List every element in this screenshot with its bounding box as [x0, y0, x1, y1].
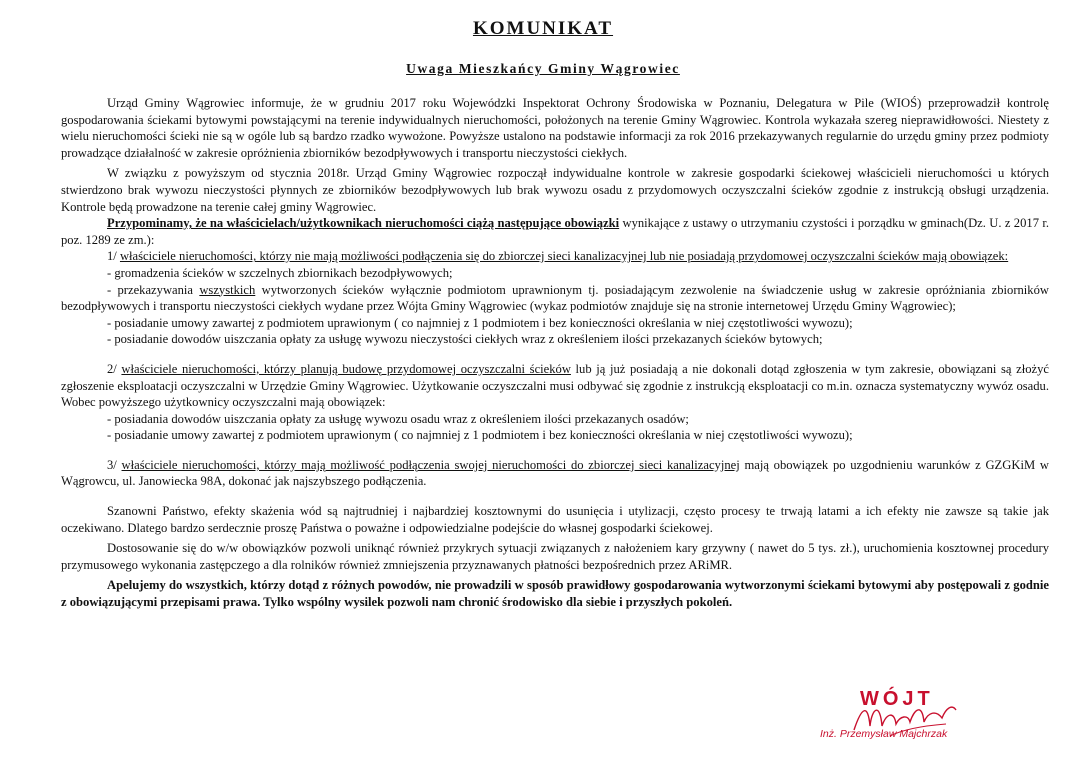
reminder-lead: Przypominamy, że na właścicielach/użytkownikach nieruchomości ciążą następujące obowiązki	[107, 216, 620, 231]
section-2-rest: lub ją już posiadają a nie dokonali dotąd zgłoszenia w tym zakresie, obowiązani są złożyć zgłoszenie eksploatacji oczyszczalni w Urzędzie Gminy Wągrowiec. Użytkowanie oczyszczalni musi odbywać się zgodnie z instrukcją eksploatacji co m.in. oznacza systematyczny wywóz osadu. Wobec powyższego użytkownicy oczyszczalni mają obowiązek:	[61, 361, 1049, 410]
section-1-item: - gromadzenia ścieków w szczelnych zbiornikach bezodpływowych;	[107, 265, 453, 280]
section-1-number: 1/	[107, 249, 117, 264]
section-2-item: - posiadania dowodów uiszczania opłaty za usługę wywozu osadu wraz z określeniem ilości przekazanych osadów;	[107, 411, 689, 426]
section-3-rest: mają obowiązek po uzgodnieniu warunków z GZGKiM w Wągrowcu, ul. Janowiecka 98A, dokonać jak najszybszego podłączenia.	[61, 457, 1049, 489]
reminder-paragraph	[61, 215, 1049, 248]
intro-paragraph-2: W związku z powyższym od stycznia 2018r. Urząd Gminy Wągrowiec rozpoczął indywidualne kontrole w zakresie gospodarki ściekowej właścicieli nieruchomości u których stwierdzono brak wywozu nieczystości płynnych ze zbiorników bezodpływowych lub brak wywozu osadu z przydomowych oczyszczalni ścieków zgodnie z instrukcją obsługi urządzenia. Kontrole będą prowadzone na terenie całej gminy Wągrowiec.	[61, 166, 1049, 214]
section-1-item-2a: - przekazywania	[107, 282, 200, 297]
closing-paragraph-2: Dostosowanie się do w/w obowiązków pozwoli uniknąć również przykrych sytuacji związanych z nałożeniem kary grzywny ( nawet do 5 tys. zł.), uruchomienia kosztownej procedury przymusowego wykonania zastępczego a dla rolników również zmniejszenia przyznawanych płatności bezpośrednich przez ARiMR.	[61, 541, 1049, 572]
intro-paragraph-1: Urząd Gminy Wągrowiec informuje, że w grudniu 2017 roku Wojewódzki Inspektorat Ochrony Środowiska w Poznaniu, Delegatura w Pile (WIOŚ) przeprowadził kontrolę gospodarowania ściekami bytowymi powstającymi na terenie indywidualnych nieruchomości, położonych na terenie Gminy Wągrowiec. Kontrola wykazała szereg nieprawidłowości. Niestety z wielu nieruchomości ścieki nie są w ogóle lub są bardzo rzadko wywożone. Powyższe ustalono na podstawie informacji za rok 2016 przekazywanych regularnie do urzędu gminy przez podmioty prowadzące działalność w zakresie opróżnienia zbiorników bezodpływowych i transportu nieczystości ciekłych.	[61, 96, 1049, 160]
appeal-paragraph: Apelujemy do wszystkich, którzy dotąd z różnych powodów, nie prowadzili w sposób prawidłowy gospodarowania wytworzonymi ściekami bytowymi aby postępowali z godnie z obowiązującymi przepisami prawa. Tylko wspólny wysilek pozwoli nam chronić środowisko dla siebie i przyszłych pokoleń.	[61, 578, 1049, 610]
section-3-heading-text: właściciele nieruchomości, którzy mają możliwość podłączenia swojej nieruchomości do zbiorczej sieci kanalizacyjnej	[121, 457, 740, 472]
section-3-number: 3/	[107, 457, 117, 472]
signature-stamp	[820, 688, 990, 760]
closing-paragraph-1: Szanowni Państwo, efekty skażenia wód są najtrudniej i najbardziej kosztownymi do usunięcia i utylizacji, często procesy te trwają latami a ich efekty nie zawsze są takie jak oczekiwano. Dlatego bardzo serdecznie proszę Państwa o poważne i odpowiedzialne podejście do własnej gospodarki ściekowej.	[61, 504, 1049, 535]
section-2-heading-text: właściciele nieruchomości, którzy planują budowę przydomowej oczyszczalni ścieków	[121, 361, 571, 376]
stamp-title: WÓJT	[860, 688, 934, 710]
section-1-heading	[61, 248, 1049, 265]
section-2-paragraph	[61, 361, 1049, 411]
section-3-paragraph	[61, 457, 1049, 490]
stamp-name: Inż. Przemysław Majchrzak	[820, 728, 948, 740]
document-subtitle: Uwaga Mieszkańcy Gminy Wągrowiec	[406, 61, 680, 76]
section-1-item-2-underlined: wszystkich	[199, 282, 256, 297]
section-1-item: - posiadanie dowodów uiszczania opłaty za usługę wywozu nieczystości ciekłych wraz z określeniem ilości przekazanych ścieków bytowych;	[107, 332, 823, 347]
section-1-item: - posiadanie umowy zawartej z podmiotem uprawionym ( co najmniej z 1 podmiotem i bez konieczności określania w niej częstotliwości wywozu);	[107, 315, 853, 330]
document-body	[61, 95, 1049, 611]
section-1-heading-text: właściciele nieruchomości, którzy nie mają możliwości podłączenia się do zbiorczej sieci kanalizacyjnej lub nie posiadają przydomowej oczyszczalni ścieków mają obowiązek:	[119, 249, 1009, 264]
reminder-rest: wynikające z ustawy o utrzymaniu czystości i porządku w gminach(Dz. U. z 2017 r. poz. 1289 ze zm.):	[61, 216, 1049, 247]
section-2-item: - posiadanie umowy zawartej z podmiotem uprawionym ( co najmniej z 1 podmiotem i bez konieczności określania w niej częstotliwości wywozu);	[107, 428, 853, 443]
section-1-item	[61, 282, 1049, 315]
section-1-item-2b: wytworzonych ścieków wyłącznie podmiotom uprawnionym tj. posiadającym zezwolenie na świadczenie usług w zakresie opróżniania zbiorników bezodpływowych i transportu nieczystości ciekłych wydane przez Wójta Gminy Wągrowiec (wykaz podmiotów znajduje się na stronie internetowej Urzędu Gminy Wągrowiec);	[61, 282, 1049, 314]
section-2-number: 2/	[107, 361, 117, 376]
document-title: KOMUNIKAT	[472, 18, 614, 39]
